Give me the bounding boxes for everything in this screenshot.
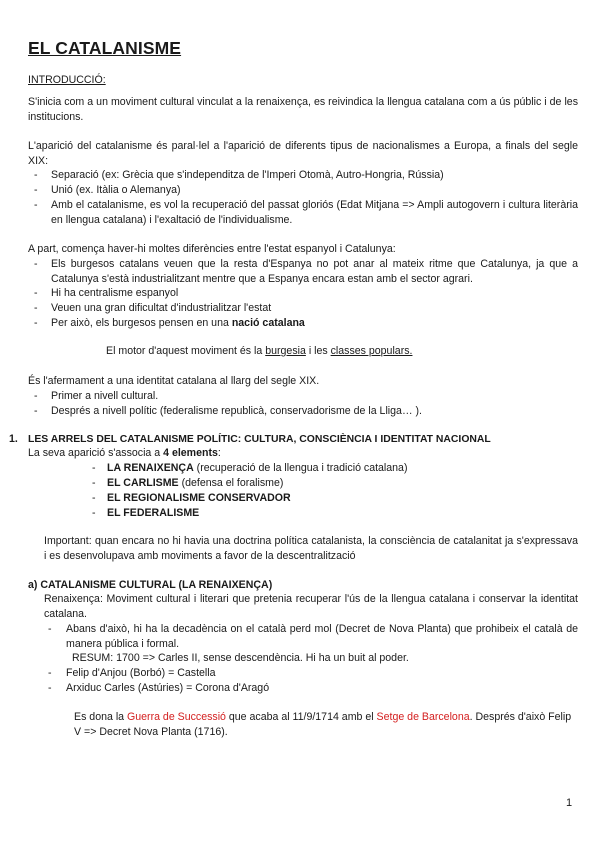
list-item: Abans d'això, hi ha la decadència on el català perd mol (Decret de Nova Planta) que prohibeix el català de manera pública i formal. — [66, 623, 578, 650]
highlighted-term: Setge de Barcelona — [376, 711, 470, 723]
list-bullet: - — [34, 169, 38, 181]
underlined-term: classes populars. — [330, 345, 413, 357]
section-intro — [28, 446, 578, 461]
paragraph-text: Es dona la — [74, 711, 128, 723]
list-item: Amb el catalanisme, es vol la recuperació del passat gloriós (Edat Mitjana => Ampli autogovern i cultura literària en llengua catalana) i l'exaltació de l'individualisme. — [51, 199, 578, 226]
intro-paragraph-4: És l'afermament a una identitat catalana al llarg del segle XIX. — [28, 375, 320, 387]
list-item: Arxiduc Carles (Astúries) = Corona d'Aragó — [66, 682, 270, 694]
list-item: Felip d'Anjou (Borbó) = Castella — [66, 667, 216, 679]
list-bullet: - — [92, 507, 96, 519]
emphasis-text: nació catalana — [231, 317, 305, 329]
list-item: Unió (ex. Itàlia o Alemanya) — [51, 184, 181, 196]
list-item: Veuen una gran dificultat d'industrialitzar l'estat — [51, 302, 272, 314]
section-intro-text: La seva aparició s'associa a — [28, 447, 164, 459]
list-bullet: - — [34, 258, 38, 270]
highlighted-term: Guerra de Successió — [127, 711, 226, 723]
intro-paragraph-1: S'inicia com a un moviment cultural vinculat a la renaixença, es reivindica la llengua catalana com a ús públic i de les institucions. — [28, 96, 578, 123]
list-item: Primer a nivell cultural. — [51, 390, 159, 402]
section-heading: LES ARRELS DEL CATALANISME POLÍTIC: CULTURA, CONSCIÈNCIA I IDENTITAT NACIONAL — [28, 434, 491, 445]
element-name: EL CARLISME — [107, 477, 179, 489]
intro-heading: INTRODUCCIÓ: — [28, 74, 106, 86]
list-bullet: - — [34, 390, 38, 402]
element-item — [107, 491, 577, 506]
motor-statement — [106, 344, 576, 359]
element-item — [107, 476, 577, 491]
section-intro-text: : — [217, 447, 221, 459]
list-bullet: - — [34, 287, 38, 299]
list-item: Hi ha centralisme espanyol — [51, 287, 179, 299]
succession-paragraph — [74, 710, 578, 740]
page-number: 1 — [566, 797, 573, 809]
list-bullet: - — [92, 462, 96, 474]
list-bullet: - — [48, 682, 52, 694]
list-bullet: - — [34, 199, 38, 211]
element-name: EL REGIONALISME CONSERVADOR — [107, 492, 291, 504]
list-bullet: - — [48, 667, 52, 679]
resum-note: RESUM: 1700 => Carles II, sense descendència. Hi ha un buit al poder. — [72, 652, 409, 664]
motor-text: i les — [305, 345, 331, 357]
element-item — [107, 461, 577, 476]
element-name: EL FEDERALISME — [107, 507, 200, 519]
underlined-term: burgesia — [265, 345, 306, 357]
intro-paragraph-3: A part, comença haver-hi moltes diferències entre l'estat espanyol i Catalunya: — [28, 243, 396, 255]
list-bullet: - — [92, 477, 96, 489]
list-item — [51, 316, 578, 331]
subsection-heading: a) CATALANISME CULTURAL (LA RENAIXENÇA) — [28, 579, 273, 591]
list-item: Els burgesos catalans veuen que la resta d'Espanya no pot anar al mateix ritme que Catalunya, ja que a Catalunya s'està industrialitzant mentre que a Espanya encara estan amb el sector agrari. — [51, 258, 578, 285]
motor-text: El motor d'aquest moviment és la — [106, 345, 266, 357]
list-item: Després a nivell polític (federalisme republicà, conservadorisme de la Lliga… ). — [51, 405, 422, 417]
element-desc: (defensa el foralisme) — [178, 477, 284, 489]
paragraph-text: que acaba al 11/9/1714 amb el — [225, 711, 377, 723]
intro-paragraph-2: L'aparició del catalanisme és paral·lel a l'aparició de diferents tipus de nacionalismes a Europa, a finals del segle XIX: — [28, 140, 578, 167]
list-bullet: - — [34, 302, 38, 314]
element-item — [107, 506, 577, 521]
page-title: EL CATALANISME — [28, 38, 182, 58]
list-bullet: - — [34, 184, 38, 196]
list-item: Separació (ex: Grècia que s'independitza de l'Imperi Otomà, Autro-Hongria, Rússia) — [51, 169, 444, 181]
list-item-text: Per això, els burgesos pensen en una — [51, 317, 232, 329]
section-number: 1. — [9, 433, 18, 445]
list-bullet: - — [92, 492, 96, 504]
list-bullet: - — [48, 623, 52, 635]
paragraph-text: . Després d'això Felip V => Decret Nova Planta (1716). — [74, 711, 572, 738]
list-bullet: - — [34, 405, 38, 417]
important-note: Important: quan encara no hi havia una doctrina política catalanista, la consciència de catalanitat ja s'expressava i es desenvolupava amb moviments a favor de la descentralització — [44, 535, 578, 562]
emphasis-text: 4 elements — [163, 447, 218, 459]
element-desc: (recuperació de la llengua i tradició catalana) — [193, 462, 408, 474]
element-name: LA RENAIXENÇA — [107, 462, 194, 474]
list-bullet: - — [34, 317, 38, 329]
renaixenca-definition: Renaixença: Moviment cultural i literari que pretenia recuperar l'ús de la llengua catalana i conservar la identitat catalana. — [44, 593, 578, 620]
